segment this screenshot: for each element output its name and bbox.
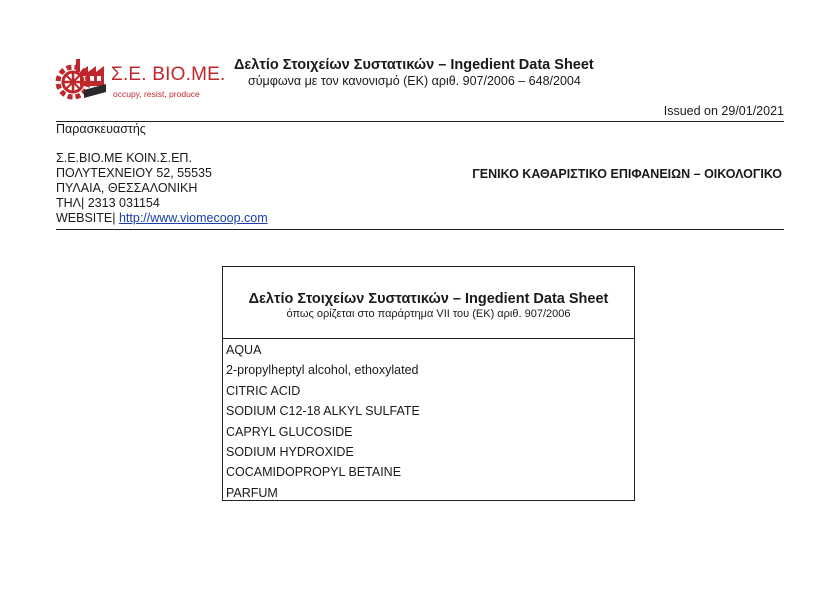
- logo-tagline: occupy, resist, produce: [113, 89, 200, 99]
- issued-date: Issued on 29/01/2021: [663, 104, 784, 118]
- manufacturer-label: Παρασκευαστής: [56, 122, 146, 136]
- ingredient-item: CITRIC ACID: [226, 383, 301, 398]
- manufacturer-divider: [56, 229, 784, 230]
- document-title: Δελτίο Στοιχείων Συστατικών – Ingedient Data Sheet: [234, 57, 594, 73]
- ingredient-item: PARFUM: [226, 485, 278, 500]
- manufacturer-city: ΠΥΛΑΙΑ, ΘΕΣΣΑΛΟΝΙΚΗ: [56, 181, 198, 195]
- manufacturer-name: Σ.Ε.ΒΙΟ.ΜΕ ΚΟΙΝ.Σ.ΕΠ.: [56, 151, 192, 165]
- ingredient-item: SODIUM C12-18 ALKYL SULFATE: [226, 404, 420, 419]
- website-link[interactable]: http://www.viomecoop.com: [118, 211, 268, 225]
- logo-brand: Σ.Ε. ΒΙΟ.ΜΕ.: [111, 64, 226, 85]
- manufacturer-website-row: [56, 211, 268, 227]
- ingredient-box-subtitle: όπως ορίζεται στο παράρτημα VII του (ΕΚ) αριθ. 907/2006: [286, 308, 571, 320]
- ingredient-box-title: Δελτίο Στοιχείων Συστατικών – Ingedient Data Sheet: [248, 291, 609, 307]
- ingredient-item: SODIUM HYDROXIDE: [226, 444, 354, 459]
- ingredient-list: [226, 340, 420, 503]
- website-label: WEBSITE|: [56, 211, 119, 225]
- manufacturer-address: ΠΟΛΥΤΕΧΝΕΙΟΥ 52, 55535: [56, 166, 212, 180]
- product-name: ΓΕΝΙΚΟ ΚΑΘΑΡΙΣΤΙΚΟ ΕΠΙΦΑΝΕΙΩΝ – ΟΙΚΟΛΟΓΙΚΟ: [472, 167, 782, 181]
- header-divider: [56, 121, 784, 122]
- manufacturer-phone: ΤΗΛ| 2313 031154: [56, 196, 160, 210]
- ingredient-item: AQUA: [226, 343, 262, 357]
- ingredient-item: COCAMIDOPROPYL BETAINE: [226, 465, 402, 480]
- ingredient-box-header: [223, 267, 634, 339]
- ingredient-item: 2-propylheptyl alcohol, ethoxylated: [226, 363, 419, 378]
- ingredient-item: CAPRYL GLUCOSIDE: [226, 424, 353, 439]
- document-subtitle: σύμφωνα με τον κανονισμό (ΕΚ) αριθ. 907/2006 – 648/2004: [248, 74, 581, 88]
- ingredient-data-box: [222, 266, 635, 501]
